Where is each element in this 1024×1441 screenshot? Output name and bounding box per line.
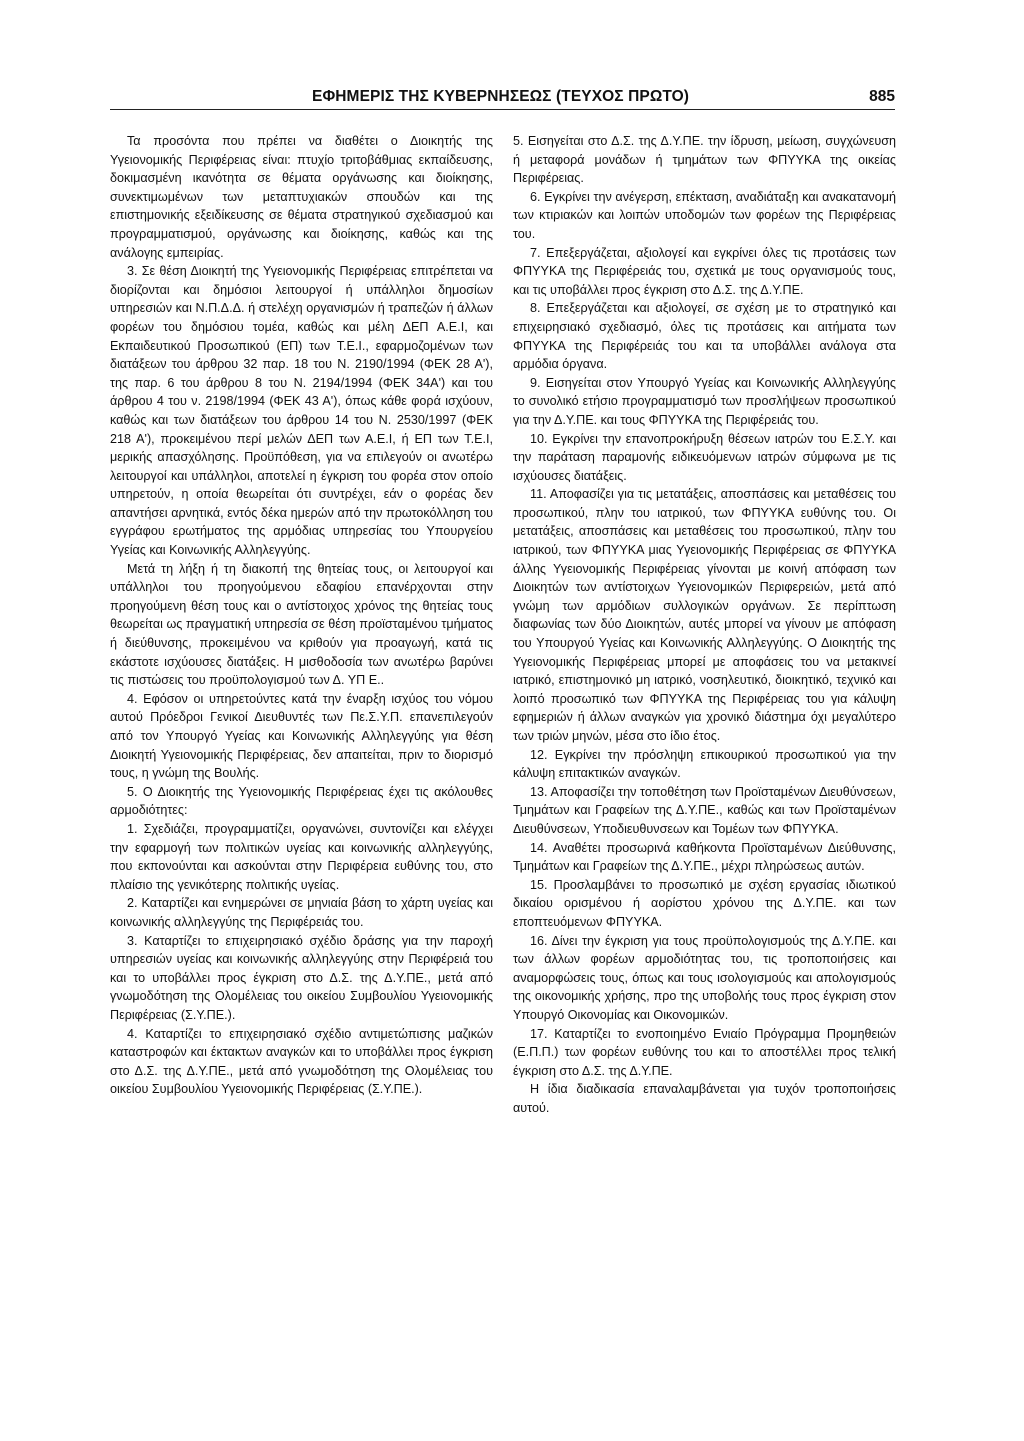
- paragraph: Τα προσόντα που πρέπει να διαθέτει ο Διοικητής της Υγειονομικής Περιφέρειας είναι: πτυχίο τριτοβάθμιας εκπαίδευσης, δοκιμασμένη ικανότητα σε θέματα οργάνωσης και διοίκησης, συνεκτιμωμένων των μεταπτυχιακών σπουδών και της επιστημονικής εξειδίκευσης σε θέματα στρατηγικού σχεδιασμού και προγραμματισμού, οργάνωσης και διοίκησης, καθώς και της ανάλογης εμπειρίας.: [110, 134, 493, 260]
- paragraph: Η ίδια διαδικασία επαναλαμβάνεται για τυχόν τροποποιήσεις αυτού.: [513, 1082, 896, 1115]
- page-number: 885: [869, 88, 895, 105]
- paragraph: 13. Αποφασίζει την τοποθέτηση των Προϊσταμένων Διευθύνσεων, Τμημάτων και Γραφείων της Δ.Υ.ΠΕ., καθώς και των Προϊσταμένων Διευθύνσεων, Υποδιευθυνσεων και Τομέων των ΦΠΥΥΚΑ.: [513, 784, 896, 836]
- right-column: [513, 132, 896, 1117]
- paragraph: Μετά τη λήξη ή τη διακοπή της θητείας τους, οι λειτουργοί και υπάλληλοι του προηγούμενου εδαφίου επανέρχονται στην προηγούμενη θέση τους και ο αντίστοιχος χρόνος της θητείας τους θεωρείται ως πραγματική υπηρεσία σε θέση προϊσταμένου τμήματος ή διεύθυνσης, προκειμένου να κριθούν για προαγωγή, κατά τις εκάστοτε ισχύουσες διατάξεις. Η μισθοδοσία των ανωτέρω βαρύνει τις πιστώσεις του προϋπολογισμού των Δ. ΥΠ Ε..: [110, 561, 493, 688]
- running-header-title: ΕΦΗΜΕΡΙΣ ΤΗΣ ΚΥΒΕΡΝΗΣΕΩΣ (ΤΕΥΧΟΣ ΠΡΩΤΟ): [312, 88, 690, 105]
- page-header: [110, 86, 895, 110]
- paragraph: 5. Εισηγείται στο Δ.Σ. της Δ.Υ.ΠΕ. την ίδρυση, μείωση, συγχώνευση ή μεταφορά μονάδων ή τμημάτων των ΦΠΥΥΚΑ της οικείας Περιφέρειας.: [513, 134, 896, 186]
- paragraph: 4. Εφόσον οι υπηρετούντες κατά την έναρξη ισχύος του νόμου αυτού Πρόεδροι Γενικοί Διευθυντές των Πε.Σ.Υ.Π. επανεπιλεγούν από τον Υπουργό Υγείας και Κοινωνικής Αλληλεγγύης για θέση Διοικητή Υγειονομικής Περιφέρειας, δεν απαιτείται, πριν το διορισμό τους, η γνώμη της Βουλής.: [110, 691, 493, 781]
- paragraph: 10. Εγκρίνει την επανοπροκήρυξη θέσεων ιατρών του Ε.Σ.Υ. και την παράταση παραμονής ειδικευόμενων ιατρών σύμφωνα με τις ισχύουσες διατάξεις.: [513, 431, 896, 483]
- paragraph: 14. Αναθέτει προσωρινά καθήκοντα Προϊσταμένων Διεύθυνσης, Τμημάτων και Γραφείων της Δ.Υ.ΠΕ., μέχρι πληρώσεως αυτών.: [513, 840, 896, 874]
- paragraph: 15. Προσλαμβάνει το προσωπικό με σχέση εργασίας ιδιωτικού δικαίου ορισμένου ή αορίστου χρόνου της Δ.Υ.ΠΕ. και των εποπτευόμενων ΦΠΥΥΚΑ.: [513, 877, 896, 929]
- paragraph: 5. Ο Διοικητής της Υγειονομικής Περιφέρειας έχει τις ακόλουθες αρμοδιότητες:: [110, 784, 493, 818]
- paragraph: 8. Επεξεργάζεται και αξιολογεί, σε σχέση με το στρατηγικό και επιχειρησιακό σχεδιασμό, όλες τις προτάσεις και αιτήματα των ΦΠΥΥΚΑ της Περιφέρειάς του και τα υποβάλλει ανάλογα στα αρμόδια όργανα.: [513, 301, 896, 372]
- paragraph: 1. Σχεδιάζει, προγραμματίζει, οργανώνει, συντονίζει και ελέγχει την εφαρμογή των πολιτικών υγείας και κοινωνικής αλληλεγγύης, που εκπονούνται και ασκούνται στην Περιφέρεια ευθύνης του, στο πλαίσιο της γενικότερης πολιτικής υγείας.: [110, 821, 493, 892]
- paragraph: 3. Σε θέση Διοικητή της Υγειονομικής Περιφέρειας επιτρέπεται να διορίζονται και δημόσιοι λειτουργοί ή υπάλληλοι δημοσίων υπηρεσιών και Ν.Π.Δ.Δ. ή στελέχη οργανισμών ή τραπεζών ή άλλων φορέων του δημόσιου τομέα, καθώς και μέλη ΔΕΠ Α.Ε.Ι, και Εκπαιδευτικού Προσωπικού (ΕΠ) των Τ.Ε.Ι., εφαρμοζομένων των διατάξεων του άρθρου 32 παρ. 18 του Ν. 2190/1994 (ΦΕΚ 28 Α'), της παρ. 6 του άρθρου 8 του Ν. 2194/1994 (ΦΕΚ 34Α') και του άρθρου 4 του ν. 2198/1994 (ΦΕΚ 43 Α'), όπως κάθε φορά ισχύουν, καθώς και των διατάξεων του άρθρου 14 του Ν. 2530/1997 (ΦΕΚ 218 Α'), προκειμένου περί μελών ΔΕΠ των Α.Ε.Ι, ή ΕΠ των Τ.Ε.Ι, μερικής απασχόλησης. Προϋπόθεση, για να επιλεγούν οι ανωτέρω λειτουργοί και υπάλληλοι, αποτελεί η έγκριση του φορέα στον οποίο υπηρετούν, η οποία θεωρείται ότι συντρέχει, εάν ο φορέας δεν απαντήσει αρνητικά, εντός δέκα ημερών από την πρωτοκόλληση του εγγράφου ερωτήματος της αρμόδιας υπηρεσίας του Υπουργείου Υγείας και Κοινωνικής Αλληλεγγύης.: [110, 264, 493, 558]
- paragraph: 17. Καταρτίζει το ενοποιημένο Ενιαίο Πρόγραμμα Προμηθειών (Ε.Π.Π.) των φορέων ευθύνης του και το αποστέλλει προς τελική έγκριση στο Δ.Σ. της Δ.Υ.ΠΕ.: [513, 1026, 896, 1078]
- paragraph: 12. Εγκρίνει την πρόσληψη επικουρικού προσωπικού για την κάλυψη επιτακτικών αναγκών.: [513, 747, 896, 781]
- left-column: [110, 132, 493, 1099]
- paragraph: 11. Αποφασίζει για τις μετατάξεις, αποσπάσεις και μεταθέσεις του προσωπικού, πλην του ιατρικού, των ΦΠΥΥΚΑ ευθύνης του. Οι μετατάξεις, αποσπάσεις και μεταθέσεις του προσωπικού, πλην του ιατρικού, των ΦΠΥΥΚΑ μιας Υγειονομικής Περιφέρειας σε ΦΠΥΥΚΑ άλλης Υγειονομικής Περιφέρειας γίνονται με κοινή απόφαση των Διοικητών των αντίστοιχων Υγειονομικών Περιφερειών, μετά από γνώμη των αρμόδιων συλλογικών οργάνων. Σε περίπτωση διαφωνίας των δύο Διοικητών, αυτές μπορεί να γίνουν με απόφαση του Υπουργού Υγείας και Κοινωνικής Αλληλεγγύης. Ο Διοικητής της Υγειονομικής Περιφέρειας μπορεί με αποφάσεις του να μετακινεί ιατρικό, επιστημονικό μη ιατρικό, νοσηλευτικό, διοικητικό, τεχνικό και λοιπό προσωπικό των ΦΠΥΥΚΑ της Περιφέρειας του για κάλυψη εφημεριών ή άλλων αναγκών για χρονικό διάστημα όχι μεγαλύτερο των τριών μηνών, μέσα στο ίδιο έτος.: [513, 487, 896, 743]
- paragraph: 9. Εισηγείται στον Υπουργό Υγείας και Κοινωνικής Αλληλεγγύης το συνολικό ετήσιο προγραμματισμό των προσλήψεων προσωπικού για την Δ.Υ.ΠΕ. και τους ΦΠΥΥΚΑ της Περιφέρειάς του.: [513, 375, 896, 427]
- paragraph: 6. Εγκρίνει την ανέγερση, επέκταση, αναδιάταξη και ανακατανομή των κτιριακών και λοιπών υποδομών των φορέων της Περιφέρειας του.: [513, 189, 896, 241]
- paragraph: 2. Καταρτίζει και ενημερώνει σε μηνιαία βάση το χάρτη υγείας και κοινωνικής αλληλεγγύης της Περιφέρειάς του.: [110, 896, 493, 929]
- paragraph: 7. Επεξεργάζεται, αξιολογεί και εγκρίνει όλες τις προτάσεις των ΦΠΥΥΚΑ της Περιφέρειάς του, σχετικά με τους οργανισμούς τους, και τις υποβάλλει προς έγκριση στο Δ.Σ. της Δ.Υ.ΠΕ.: [513, 245, 896, 297]
- paragraph: 3. Καταρτίζει το επιχειρησιακό σχέδιο δράσης για την παροχή υπηρεσιών υγείας και κοινωνικής αλληλεγγύης στην Περιφέρειά του και το υποβάλλει προς έγκριση στο Δ.Σ. της Δ.Υ.ΠΕ., μετά από γνωμοδότηση της Ολομέλειας του οικείου Συμβουλίου Υγειονομικής Περιφέρειας (Σ.Υ.ΠΕ.).: [110, 933, 493, 1022]
- paragraph: 4. Καταρτίζει το επιχειρησιακό σχέδιο αντιμετώπισης μαζικών καταστροφών και έκτακτων αναγκών και το υποβάλλει προς έγκριση στο Δ.Σ. της Δ.Υ.ΠΕ., μετά από γνωμοδότηση της Ολομέλειας του οικείου Συμβουλίου Υγειονομικής Περιφέρειας (Σ.Υ.ΠΕ.).: [110, 1026, 493, 1097]
- paragraph: 16. Δίνει την έγκριση για τους προϋπολογισμούς της Δ.Υ.ΠΕ. και των άλλων φορέων αρμοδιότητας του, τις τροποποιήσεις και αναμορφώσεις τους, όπως και τους ισολογισμούς και απολογισμούς της οικονομικής χρήσης, προ της υποβολής τους προς έγκριση στον Υπουργό Οικονομίας και Οικονομικών.: [513, 933, 896, 1022]
- header-rule: [110, 109, 895, 110]
